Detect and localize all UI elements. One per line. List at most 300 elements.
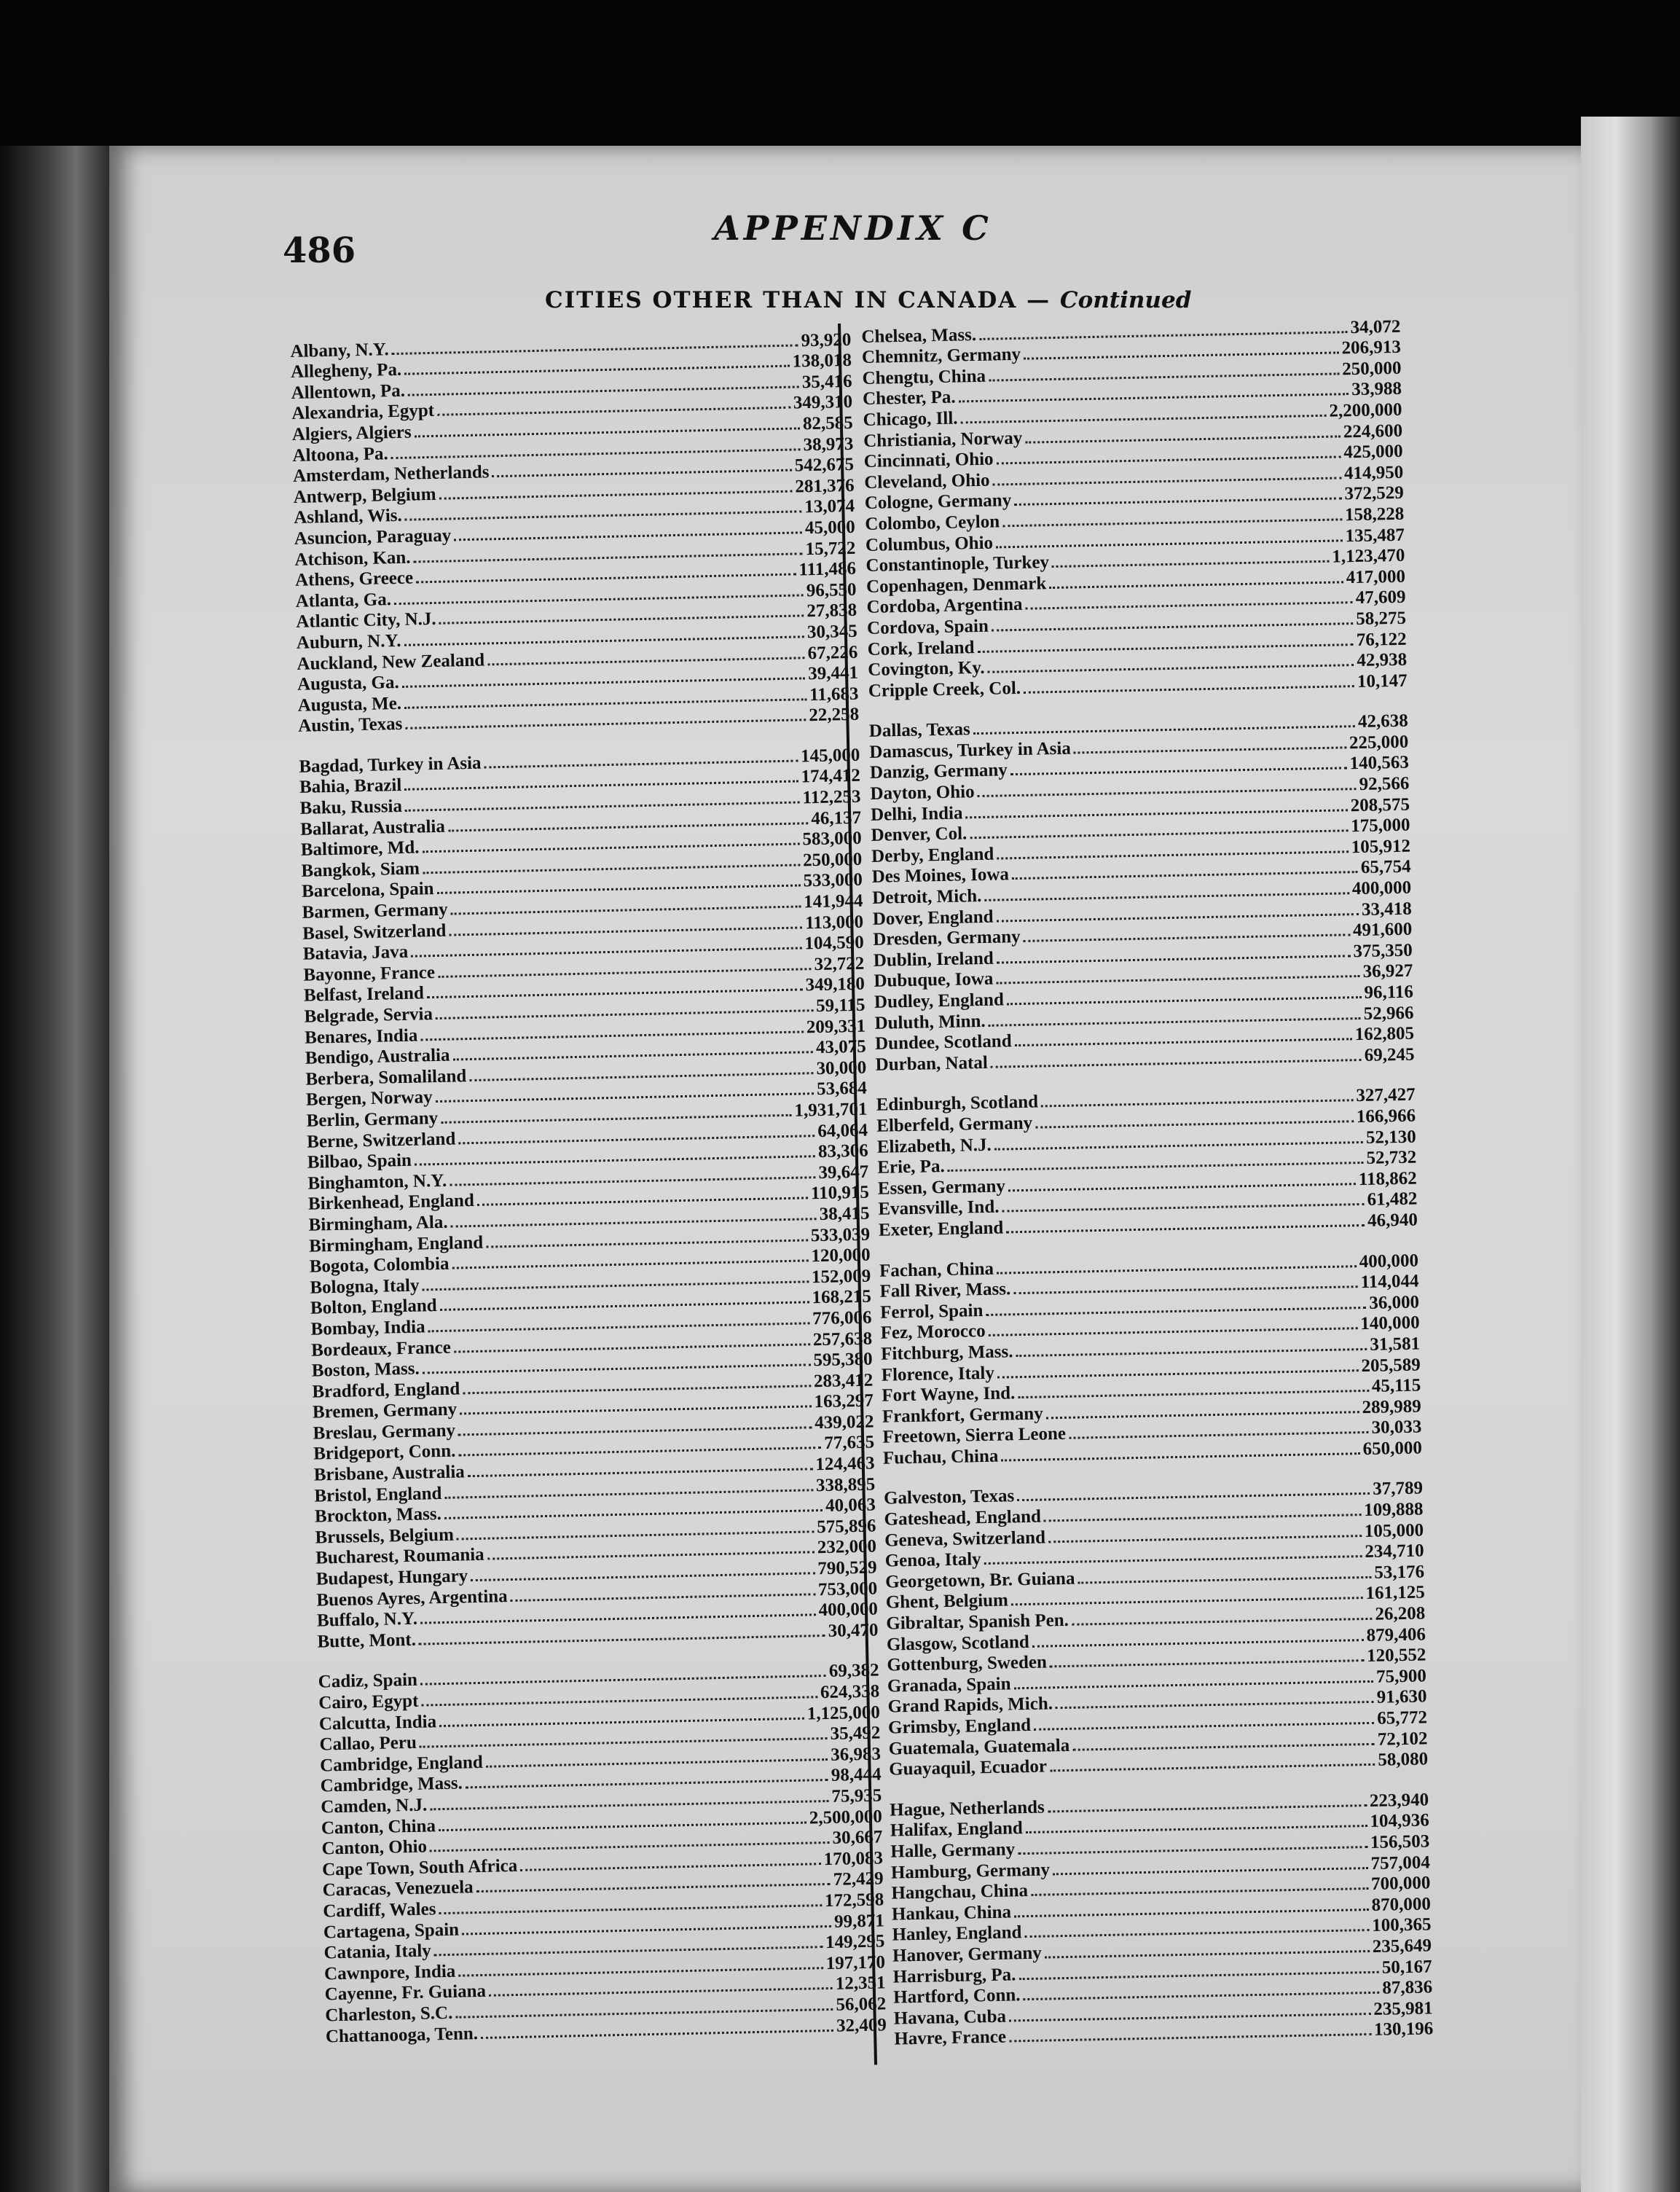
- city-population: 400,000: [1359, 1250, 1419, 1272]
- city-population: 36,927: [1362, 961, 1413, 982]
- city-population: 372,529: [1344, 483, 1404, 504]
- city-population: 879,406: [1366, 1624, 1426, 1645]
- city-name: Budapest, Hungary: [315, 1566, 468, 1589]
- city-population: 45,115: [1371, 1375, 1421, 1396]
- city-population: 232,000: [817, 1536, 877, 1558]
- city-population: 50,167: [1381, 1956, 1432, 1978]
- city-population: 26,208: [1375, 1603, 1426, 1624]
- city-population: 439,022: [814, 1412, 874, 1433]
- city-population: 790,529: [817, 1557, 877, 1579]
- city-name: Columbus, Ohio: [865, 533, 994, 555]
- city-population: 170,083: [823, 1848, 884, 1869]
- city-population: 64,064: [817, 1120, 868, 1141]
- city-name: Bridgeport, Conn.: [313, 1441, 456, 1465]
- city-name: Hanley, England: [892, 1922, 1022, 1945]
- city-name: Geneva, Switzerland: [884, 1527, 1046, 1551]
- city-population: 583,000: [802, 828, 862, 850]
- city-population: 53,176: [1374, 1562, 1425, 1583]
- city-name: Galveston, Texas: [883, 1486, 1015, 1509]
- right-column: [861, 309, 1434, 2062]
- city-population: 30,345: [806, 621, 858, 643]
- city-population: 43,075: [815, 1036, 866, 1058]
- city-name: Ghent, Belgium: [885, 1590, 1009, 1613]
- city-population: 152,009: [811, 1266, 871, 1288]
- city-population: 425,000: [1343, 441, 1403, 463]
- city-population: 99,871: [833, 1910, 885, 1932]
- city-name: Belgrade, Servia: [304, 1004, 433, 1027]
- city-name: Cayenne, Fr. Guiana: [324, 1981, 487, 2005]
- city-population: 32,409: [836, 2014, 887, 2036]
- city-population: 235,981: [1373, 1998, 1433, 2019]
- city-population: 67,226: [807, 642, 858, 663]
- city-group: [299, 737, 879, 1652]
- city-population: 36,000: [1369, 1292, 1420, 1313]
- city-name: Havre, France: [894, 2027, 1007, 2049]
- left-column: [290, 322, 887, 2059]
- city-population: 92,566: [1359, 773, 1410, 795]
- city-name: Damascus, Turkey in Asia: [869, 738, 1072, 762]
- city-population: 250,000: [1341, 358, 1402, 380]
- city-name: Glasgow, Scotland: [886, 1632, 1030, 1655]
- city-name: Fuchau, China: [882, 1446, 999, 1468]
- city-name: Athens, Greece: [294, 568, 414, 591]
- section-title-continued: Continued: [1059, 287, 1192, 313]
- city-population: 83,306: [817, 1140, 868, 1162]
- city-name: Bogota, Colombia: [309, 1253, 450, 1277]
- city-population: 30,033: [1371, 1417, 1422, 1438]
- city-group: [868, 703, 1415, 1075]
- city-name: Chattanooga, Tenn.: [325, 2023, 479, 2046]
- city-name: Cambridge, England: [319, 1752, 484, 1776]
- city-population: 39,441: [807, 662, 859, 684]
- city-name: Fachan, China: [879, 1259, 994, 1281]
- city-population: 250,000: [802, 849, 863, 871]
- city-name: Augusta, Me.: [297, 693, 402, 716]
- city-name: Havana, Cuba: [893, 2006, 1007, 2029]
- city-name: Berlin, Germany: [306, 1108, 439, 1131]
- city-group: [318, 1653, 887, 2046]
- city-name: Brussels, Belgium: [315, 1524, 455, 1548]
- city-name: Binghamton, N.Y.: [307, 1170, 447, 1194]
- city-name: Colombo, Ceylon: [865, 512, 1000, 534]
- city-population: 72,102: [1377, 1729, 1428, 1750]
- city-population: 158,228: [1344, 504, 1405, 525]
- city-population: 120,000: [811, 1245, 871, 1267]
- city-name: Cripple Creek, Col.: [868, 678, 1021, 701]
- city-name: Cape Town, South Africa: [321, 1855, 518, 1880]
- city-population: 349,180: [805, 974, 865, 995]
- city-name: Bahia, Brazil: [299, 775, 402, 798]
- city-population: 30,667: [832, 1827, 883, 1849]
- city-population: 400,000: [1351, 877, 1412, 899]
- city-population: 75,900: [1375, 1666, 1427, 1687]
- city-name: Georgetown, Br. Guiana: [885, 1568, 1075, 1592]
- city-name: Canton, Ohio: [321, 1836, 428, 1859]
- city-name: Evansville, Ind.: [878, 1197, 1000, 1220]
- city-name: Halle, Germany: [890, 1839, 1016, 1862]
- city-group: [861, 309, 1408, 701]
- city-population: 100,365: [1371, 1914, 1432, 1936]
- city-name: Altoona, Pa.: [292, 443, 389, 466]
- city-population: 11,683: [809, 684, 859, 705]
- city-population: 257,638: [812, 1328, 873, 1350]
- city-population: 491,600: [1352, 919, 1413, 941]
- city-name: Bradford, England: [312, 1379, 460, 1402]
- city-name: Ashland, Wis.: [294, 506, 403, 528]
- city-name: Bilbao, Spain: [307, 1150, 412, 1173]
- city-name: Fitchburg, Mass.: [881, 1342, 1013, 1364]
- city-name: Bombay, India: [310, 1317, 425, 1339]
- city-name: Atchison, Kan.: [294, 547, 411, 570]
- city-population: 156,503: [1370, 1831, 1430, 1852]
- city-name: Erie, Pa.: [877, 1156, 945, 1178]
- city-population: 575,896: [816, 1516, 876, 1538]
- city-population: 349,310: [793, 392, 853, 413]
- city-name: Birmingham, Ala.: [308, 1212, 448, 1235]
- city-population: 225,000: [1349, 732, 1409, 754]
- city-name: Boston, Mass.: [311, 1358, 420, 1381]
- city-population: 118,862: [1358, 1168, 1418, 1189]
- city-population: 98,444: [831, 1764, 882, 1786]
- city-population: 91,630: [1376, 1686, 1427, 1708]
- city-population: 37,789: [1372, 1478, 1424, 1500]
- city-name: Bagdad, Turkey in Asia: [299, 753, 482, 777]
- page-number: 486: [283, 230, 356, 271]
- city-name: Chelsea, Mass.: [861, 324, 977, 347]
- city-name: Auckland, New Zealand: [297, 650, 485, 674]
- city-population: 700,000: [1370, 1873, 1431, 1895]
- city-population: 53,684: [816, 1079, 868, 1100]
- city-population: 10,147: [1357, 670, 1408, 692]
- city-name: Hartford, Conn.: [892, 1985, 1021, 2008]
- city-name: Algiers, Algiers: [291, 422, 412, 445]
- city-name: Hague, Netherlands: [890, 1797, 1045, 1820]
- city-name: Albany, N.Y.: [290, 339, 390, 361]
- city-name: Bremen, Germany: [312, 1399, 458, 1422]
- city-name: Grimsby, England: [887, 1715, 1032, 1738]
- city-population: 27,838: [806, 600, 857, 622]
- city-population: 75,935: [831, 1785, 882, 1807]
- city-name: Belfast, Ireland: [303, 983, 425, 1006]
- city-name: Dublin, Ireland: [873, 948, 994, 971]
- city-population: 289,989: [1362, 1396, 1422, 1417]
- city-name: Hankau, China: [891, 1902, 1012, 1925]
- city-name: Asuncion, Paraguay: [294, 525, 452, 549]
- city-population: 58,275: [1356, 608, 1407, 629]
- city-population: 109,888: [1363, 1499, 1424, 1521]
- city-population: 72,429: [833, 1868, 884, 1890]
- city-name: Florence, Italy: [881, 1363, 995, 1385]
- city-name: Freetown, Sierra Leone: [882, 1424, 1067, 1447]
- city-name: Des Moines, Iowa: [871, 864, 1010, 888]
- city-name: Bordeaux, France: [310, 1337, 452, 1361]
- city-name: Bangkok, Siam: [301, 858, 420, 881]
- city-population: 82,585: [802, 412, 854, 434]
- city-name: Chengtu, China: [862, 366, 986, 388]
- city-name: Delhi, India: [870, 803, 963, 825]
- city-name: Dayton, Ohio: [870, 782, 975, 804]
- city-population: 13,074: [804, 496, 855, 517]
- city-population: 114,044: [1360, 1271, 1419, 1293]
- city-name: Duluth, Minn.: [874, 1011, 986, 1033]
- city-name: Elizabeth, N.J.: [876, 1135, 992, 1157]
- city-name: Cincinnati, Ohio: [863, 449, 994, 472]
- city-population: 52,732: [1366, 1147, 1417, 1169]
- city-population: 533,000: [803, 870, 863, 891]
- city-name: Fall River, Mass.: [879, 1279, 1011, 1302]
- city-name: Hamburg, Germany: [890, 1859, 1051, 1883]
- city-population: 46,940: [1367, 1210, 1418, 1231]
- city-population: 870,000: [1371, 1894, 1432, 1915]
- city-name: Danzig, Germany: [869, 760, 1008, 783]
- city-name: Bucharest, Roumania: [315, 1545, 484, 1569]
- city-population: 110,915: [810, 1182, 870, 1204]
- city-population: 281,376: [795, 475, 855, 497]
- city-name: Auburn, N.Y.: [296, 630, 401, 653]
- city-name: Antwerp, Belgium: [293, 484, 436, 507]
- city-name: Copenhagen, Denmark: [865, 573, 1047, 597]
- city-population: 33,418: [1361, 899, 1412, 920]
- city-population: 161,125: [1365, 1582, 1425, 1604]
- city-name: Atlantic City, N.J.: [296, 609, 436, 633]
- city-population: 163,297: [814, 1390, 874, 1412]
- city-name: Edinburgh, Scotland: [876, 1092, 1039, 1116]
- city-population: 234,710: [1365, 1541, 1424, 1562]
- city-population: 45,000: [804, 517, 856, 539]
- city-name: Fez, Morocco: [880, 1321, 986, 1344]
- city-population: 172,598: [824, 1890, 884, 1911]
- city-population: 52,130: [1365, 1127, 1416, 1148]
- city-group: [890, 1782, 1434, 2049]
- city-population: 105,912: [1351, 836, 1411, 858]
- city-group: [879, 1242, 1423, 1468]
- city-name: Amsterdam, Netherlands: [292, 462, 490, 487]
- city-population: 417,000: [1346, 566, 1406, 588]
- city-population: 12,351: [835, 1973, 886, 1995]
- city-population: 61,482: [1367, 1189, 1418, 1210]
- city-population: 135,487: [1345, 525, 1405, 546]
- city-name: Harrisburg, Pa.: [892, 1964, 1016, 1987]
- city-name: Detroit, Mich.: [871, 886, 982, 908]
- city-name: Butte, Mont.: [317, 1629, 417, 1652]
- city-population: 105,000: [1364, 1520, 1424, 1541]
- city-name: Cartagena, Spain: [323, 1919, 460, 1943]
- city-name: Brockton, Mass.: [314, 1504, 442, 1527]
- city-population: 776,006: [812, 1307, 872, 1329]
- city-population: 206,913: [1341, 337, 1402, 359]
- city-population: 31,581: [1370, 1334, 1421, 1355]
- city-name: Bendigo, Australia: [305, 1045, 450, 1068]
- city-population: 400,000: [818, 1599, 879, 1621]
- city-name: Canton, China: [321, 1815, 436, 1839]
- city-name: Gottenburg, Sweden: [887, 1652, 1048, 1675]
- city-population: 2,500,000: [809, 1806, 883, 1828]
- city-name: Cordoba, Argentina: [866, 595, 1023, 618]
- city-name: Ballarat, Australia: [299, 816, 446, 839]
- city-name: Birmingham, England: [308, 1232, 484, 1256]
- city-name: Constantinople, Turkey: [865, 552, 1050, 576]
- city-name: Dudley, England: [874, 990, 1005, 1012]
- city-name: Bolton, England: [310, 1296, 437, 1319]
- city-name: Basel, Switzerland: [302, 920, 447, 944]
- city-population: 205,589: [1361, 1355, 1421, 1376]
- city-name: Cork, Ireland: [867, 637, 975, 659]
- city-name: Bayonne, France: [303, 962, 436, 985]
- city-population: 33,988: [1351, 379, 1402, 400]
- city-population: 69,382: [828, 1660, 879, 1682]
- city-population: 65,772: [1376, 1707, 1428, 1729]
- city-population: 1,931,701: [794, 1099, 868, 1121]
- city-name: Brisbane, Australia: [313, 1462, 466, 1485]
- city-name: Bristol, England: [314, 1483, 442, 1506]
- city-population: 533,039: [810, 1224, 871, 1245]
- city-population: 22,258: [809, 705, 860, 726]
- city-population: 35,492: [830, 1723, 881, 1745]
- city-population: 223,940: [1369, 1790, 1429, 1811]
- city-name: Birkenhead, England: [307, 1191, 475, 1215]
- city-name: Buenos Ayres, Argentina: [316, 1586, 508, 1610]
- city-population: 30,000: [816, 1057, 867, 1079]
- city-population: 162,805: [1354, 1023, 1415, 1045]
- city-population: 35,416: [801, 371, 852, 393]
- city-name: Derby, England: [871, 844, 994, 866]
- city-name: Berne, Switzerland: [306, 1129, 456, 1152]
- city-population: 235,649: [1372, 1935, 1432, 1957]
- city-population: 69,245: [1364, 1044, 1415, 1065]
- city-population: 1,123,470: [1332, 545, 1405, 567]
- city-population: 414,950: [1343, 462, 1404, 484]
- city-population: 327,427: [1356, 1084, 1416, 1106]
- city-population: 93,920: [801, 329, 852, 351]
- city-population: 113,000: [804, 912, 864, 933]
- city-population: 542,675: [794, 454, 855, 476]
- city-population: 38,973: [803, 434, 854, 455]
- city-name: Elberfeld, Germany: [876, 1113, 1033, 1136]
- city-population: 104,936: [1370, 1810, 1429, 1832]
- city-population: 145,000: [800, 745, 860, 767]
- city-population: 753,000: [817, 1578, 878, 1600]
- city-name: Baltimore, Md.: [300, 837, 420, 861]
- city-population: 38,415: [819, 1203, 870, 1224]
- city-name: Atlanta, Ga.: [295, 589, 392, 611]
- city-name: Callao, Peru: [319, 1732, 417, 1755]
- city-name: Batavia, Java: [302, 942, 409, 965]
- city-name: Chemnitz, Germany: [861, 344, 1021, 368]
- city-name: Camden, N.J.: [321, 1795, 428, 1817]
- city-name: Barcelona, Spain: [301, 879, 434, 902]
- city-population: 56,062: [836, 1994, 887, 2015]
- city-name: Cologne, Germany: [864, 490, 1012, 514]
- city-name: Cambridge, Mass.: [320, 1773, 463, 1796]
- city-population: 32,722: [814, 953, 865, 974]
- city-name: Buffalo, N.Y.: [316, 1608, 418, 1631]
- city-name: Covington, Ky.: [867, 657, 985, 681]
- page-header-title: APPENDIX C: [714, 208, 992, 248]
- city-name: Christiania, Norway: [863, 428, 1023, 451]
- city-name: Grand Rapids, Mich.: [887, 1694, 1053, 1718]
- city-population: 138,018: [792, 351, 852, 372]
- section-title-text: CITIES OTHER THAN IN CANADA —: [545, 287, 1051, 313]
- city-population: 52,966: [1363, 1003, 1414, 1024]
- city-name: Benares, India: [304, 1025, 418, 1048]
- city-population: 140,563: [1349, 753, 1410, 774]
- city-population: 2,200,000: [1329, 399, 1402, 421]
- city-name: Bergen, Norway: [305, 1087, 433, 1111]
- city-population: 650,000: [1362, 1438, 1423, 1459]
- city-name: Genoa, Italy: [884, 1549, 981, 1571]
- city-population: 283,412: [813, 1370, 874, 1391]
- city-name: Cleveland, Ohio: [864, 470, 990, 493]
- city-population: 224,600: [1343, 420, 1403, 442]
- city-name: Dallas, Texas: [868, 719, 971, 742]
- city-population: 58,080: [1378, 1749, 1429, 1770]
- city-name: Cairo, Egypt: [318, 1691, 419, 1713]
- city-population: 76,122: [1356, 629, 1407, 650]
- city-population: 375,350: [1353, 940, 1413, 962]
- city-population: 111,486: [798, 558, 857, 580]
- city-population: 47,609: [1355, 587, 1406, 608]
- section-title: [545, 287, 1191, 313]
- city-name: Baku, Russia: [299, 796, 403, 818]
- city-population: 175,000: [1350, 815, 1410, 837]
- city-name: Breslau, Germany: [313, 1420, 456, 1444]
- city-name: Calcutta, India: [318, 1711, 437, 1734]
- city-name: Dover, England: [872, 907, 994, 929]
- city-name: Charleston, S.C.: [325, 2003, 453, 2026]
- city-population: 42,638: [1357, 711, 1408, 732]
- city-population: 624,338: [820, 1681, 880, 1703]
- city-name: Exeter, England: [878, 1218, 1004, 1240]
- city-population: 174,412: [801, 766, 861, 787]
- city-name: Frankfort, Germany: [882, 1404, 1043, 1427]
- city-population: 96,550: [806, 579, 857, 600]
- city-name: Dresden, Germany: [873, 927, 1021, 950]
- book-spine-left: [0, 146, 109, 2192]
- city-name: Hanover, Germany: [892, 1943, 1042, 1966]
- city-name: Augusta, Ga.: [297, 673, 399, 694]
- city-name: Halifax, England: [890, 1818, 1024, 1841]
- city-group: [290, 322, 860, 737]
- city-population: 338,895: [815, 1474, 876, 1495]
- city-population: 104,590: [804, 932, 864, 954]
- city-population: 77,635: [824, 1433, 875, 1454]
- city-group: [883, 1471, 1429, 1780]
- city-name: Allegheny, Pa.: [290, 359, 402, 383]
- city-name: Cordova, Spain: [866, 616, 989, 638]
- city-population: 141,944: [803, 890, 863, 912]
- city-name: Cadiz, Spain: [318, 1670, 418, 1692]
- city-population: 130,196: [1373, 2019, 1434, 2040]
- city-population: 168,215: [812, 1286, 872, 1308]
- city-name: Chester, Pa.: [862, 387, 956, 410]
- city-population: 120,552: [1366, 1645, 1426, 1667]
- book-page-edge-right: [1581, 117, 1680, 2192]
- city-name: Essen, Germany: [877, 1176, 1006, 1199]
- city-name: Hangchau, China: [891, 1881, 1029, 1903]
- city-population: 59,115: [815, 995, 865, 1017]
- city-population: 209,331: [806, 1016, 866, 1037]
- city-name: Gibraltar, Spanish Pen.: [886, 1610, 1069, 1634]
- city-population: 197,170: [825, 1952, 886, 1973]
- city-population: 96,116: [1364, 982, 1414, 1003]
- city-name: Ferrol, Spain: [879, 1300, 984, 1323]
- city-population: 140,000: [1360, 1312, 1420, 1334]
- city-population: 149,295: [825, 1931, 885, 1953]
- city-name: Dubuque, Iowa: [874, 969, 994, 992]
- city-population: 46,137: [811, 807, 862, 829]
- city-name: Gateshead, England: [884, 1506, 1042, 1530]
- city-population: 65,754: [1360, 857, 1411, 878]
